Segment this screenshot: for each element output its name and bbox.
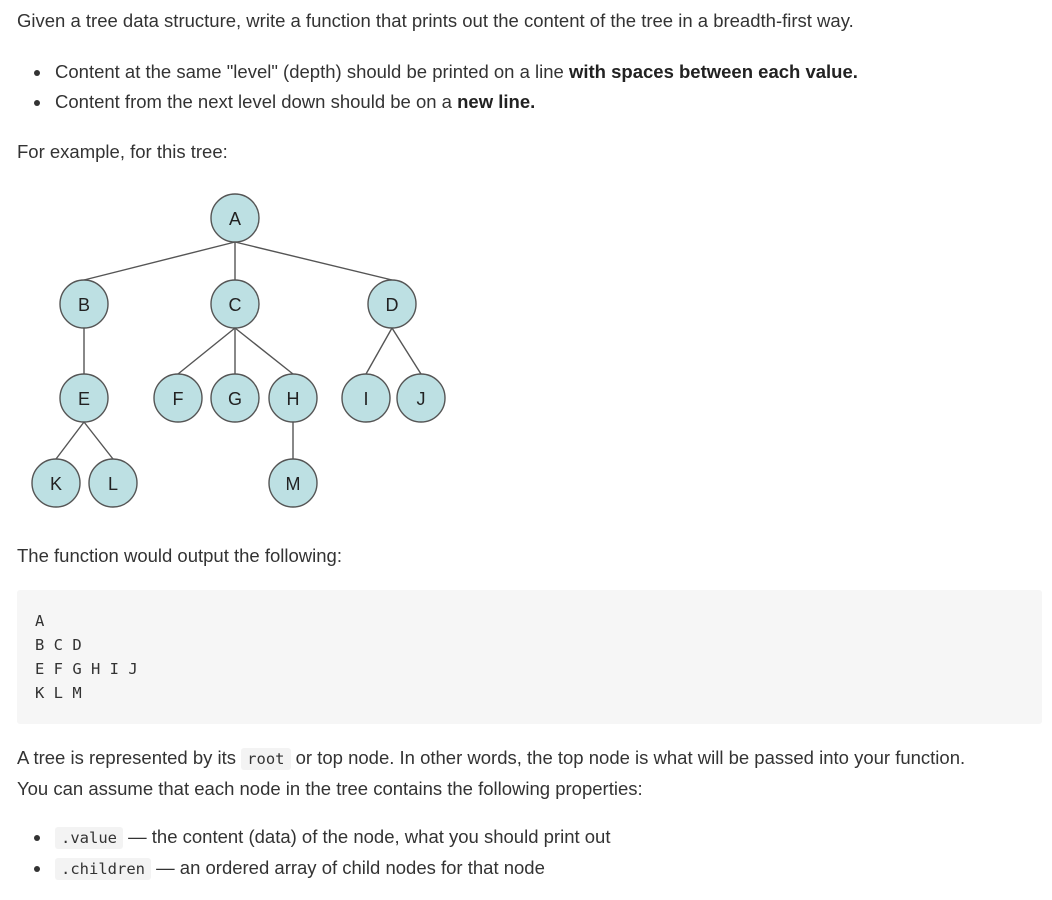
property-item [0, 822, 610, 853]
example-lead: For example, for this tree: [17, 141, 228, 162]
property-item [0, 853, 610, 884]
tree-node-d [368, 280, 416, 328]
tree-node-label: F [172, 389, 184, 409]
property-code: .children [55, 858, 151, 880]
tree-node-b [60, 280, 108, 328]
tree-node-g [211, 374, 259, 422]
intro-text: Given a tree data structure, write a function that prints out the content of the tree in a breadth-first way. [17, 10, 854, 31]
tree-edge-c-f [178, 328, 235, 374]
tree-edge-a-b [84, 242, 235, 280]
rule-emphasis: with spaces between each value. [568, 61, 858, 82]
tree-node-j [397, 374, 445, 422]
representation-text: or top node. In other words, the top node is what will be passed into your function. [290, 747, 966, 768]
tree-edge-a-d [235, 242, 392, 280]
tree-node-label: K [49, 474, 63, 494]
tree-node-label: C [228, 295, 242, 315]
tree-node-label: A [228, 209, 242, 229]
rules-list [0, 57, 858, 117]
tree-nodes [32, 194, 445, 507]
tree-node-m [269, 459, 317, 507]
output-line: A [35, 612, 45, 630]
output-code-block [17, 590, 1042, 724]
representation-text: You can assume that each node in the tree contains the following properties: [17, 778, 643, 799]
tree-node-f [154, 374, 202, 422]
representation-paragraph [17, 743, 965, 804]
tree-node-k [32, 459, 80, 507]
tree-node-l [89, 459, 137, 507]
tree-edge-d-j [392, 328, 421, 374]
tree-node-i [342, 374, 390, 422]
tree-node-label: J [416, 389, 426, 409]
tree-node-label: D [385, 295, 399, 315]
tree-edge-e-k [56, 422, 84, 459]
rule-emphasis: new line. [457, 91, 536, 112]
tree-node-e [60, 374, 108, 422]
representation-text: A tree is represented by its [17, 747, 242, 768]
tree-node-label: E [77, 389, 91, 409]
rule-text: Content at the same "level" (depth) should be printed on a line [55, 61, 569, 82]
tree-edge-e-l [84, 422, 113, 459]
tree-node-h [269, 374, 317, 422]
rule-text: Content from the next level down should be on a [55, 91, 458, 112]
property-desc: — the content (data) of the node, what you should print out [123, 826, 611, 847]
rule-item [0, 57, 858, 87]
tree-node-label: L [107, 474, 119, 494]
tree-node-label: I [363, 389, 369, 409]
property-desc: — an ordered array of child nodes for that node [151, 857, 545, 878]
output-line: B C D [35, 636, 82, 654]
tree-node-label: H [286, 389, 300, 409]
rule-item [0, 87, 858, 117]
tree-edges [56, 242, 421, 459]
output-line: K L M [35, 684, 82, 702]
output-line: E F G H I J [35, 660, 138, 678]
output-lead: The function would output the following: [17, 545, 342, 566]
tree-node-label: G [227, 389, 243, 409]
root-code: root [241, 748, 290, 770]
tree-diagram [0, 180, 470, 520]
property-code: .value [55, 827, 123, 849]
tree-node-label: M [285, 474, 301, 494]
properties-list [0, 822, 610, 884]
tree-node-label: B [77, 295, 91, 315]
tree-edge-c-h [235, 328, 293, 374]
tree-node-a [211, 194, 259, 242]
tree-edge-d-i [366, 328, 392, 374]
tree-node-c [211, 280, 259, 328]
